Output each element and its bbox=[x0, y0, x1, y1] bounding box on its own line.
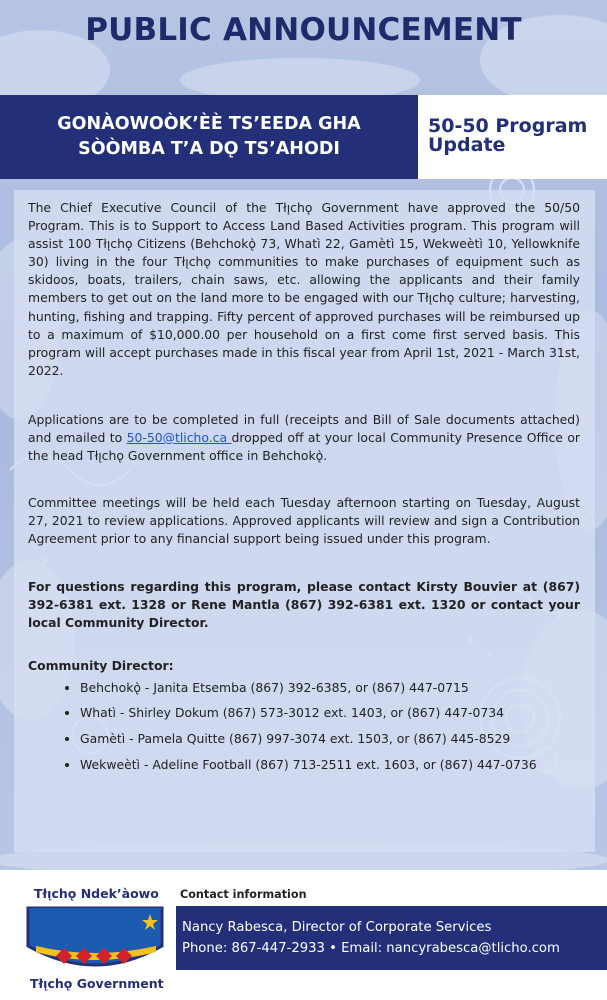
list-item: • Whatì - Shirley Dokum (867) 573-3012 ext. 1403, or (867) 447-0734 bbox=[80, 704, 580, 722]
tlicho-logo bbox=[22, 886, 168, 992]
community-director-heading: Community Director: bbox=[28, 657, 174, 673]
application-text-end: dropped off at your local Community Presence Office or the head Tłı̨chǫ Government office in Behchokǫ̀. bbox=[28, 430, 580, 464]
program-name-line1: GONÀOWOÒK’ÈÈ TS’EEDA GHA bbox=[57, 114, 361, 134]
program-description: The Chief Executive Council of the Tłı̨chǫ Government have approved the 50/50 Program. This is to Support to Access Land Based Activities program. This program will assist 100 Tłı̨chǫ Citizens (Behchokǫ̀ 73, Whatì 22, Gamètì 15, Wekweètì 10, Yellowknife 30) living in the four Tłı̨chǫ communities to make purchases of equipment such as skidoos, boats, trailers, chain saws, etc. allowing the applicants and their family members to get out on the land more to be engaged with our Tłı̨chǫ culture; harvesting, hunting, fishing and trapping. Fifty percent of approved purchases will be reimbursed up to a maximum of $10,000.00 per household on a first come first served basis. This program will accept purchases made in this fiscal year from April 1st, 2021 - March 31st, 2022. bbox=[28, 200, 580, 378]
application-email-link[interactable]: 50-50@tlicho.ca bbox=[126, 430, 232, 446]
list-item: • Behchokǫ̀ - Janita Etsemba (867) 392-6385, or (867) 447-0715 bbox=[80, 679, 580, 697]
program-name-line2: SÒÒMBA T’A DǪ TS’AHODI bbox=[78, 139, 340, 159]
contact-label: Contact information bbox=[180, 888, 307, 901]
logo-emblem-icon bbox=[22, 906, 168, 976]
list-item: • Wekweètì - Adeline Football (867) 713-2511 ext. 1603, or (867) 447-0736 bbox=[80, 756, 580, 774]
update-label: 50-50 Program Update bbox=[428, 115, 588, 156]
contact-box bbox=[176, 906, 607, 970]
logo-top-text: Tłı̨chǫ Ndek’àowo bbox=[34, 886, 159, 901]
contact-name: Nancy Rabesca, Director of Corporate Services bbox=[182, 920, 492, 935]
program-name-banner bbox=[0, 95, 418, 179]
community-director-list bbox=[28, 679, 580, 774]
list-item: • Gamètì - Pamela Quitte (867) 997-3074 ext. 1503, or (867) 445-8529 bbox=[80, 730, 580, 748]
page-title: PUBLIC ANNOUNCEMENT bbox=[85, 12, 522, 48]
committee-meetings-text: Committee meetings will be held each Tuesday afternoon starting on Tuesday, August 27, 2021 to review applications. Approved applicants will review and sign a Contribution Agreement prior to any financial support being issued under this program. bbox=[28, 495, 580, 547]
announcement-body bbox=[28, 199, 580, 781]
update-banner bbox=[418, 95, 607, 179]
application-instructions bbox=[28, 411, 580, 465]
logo-bottom-text: Tłı̨chǫ Government bbox=[30, 976, 164, 991]
questions-contact-text: For questions regarding this program, please contact Kirsty Bouvier at (867) 392-6381 ext. 1328 or Rene Mantla (867) 392-6381 ext. 1320 or contact your local Community Director. bbox=[28, 578, 580, 630]
application-text-start: Applications are to be completed in full (receipts and Bill of Sale documents attached) and emailed to bbox=[28, 411, 580, 446]
contact-phone-email: Phone: 867-447-2933 • Email: nancyrabesca@tlicho.com bbox=[182, 941, 560, 956]
